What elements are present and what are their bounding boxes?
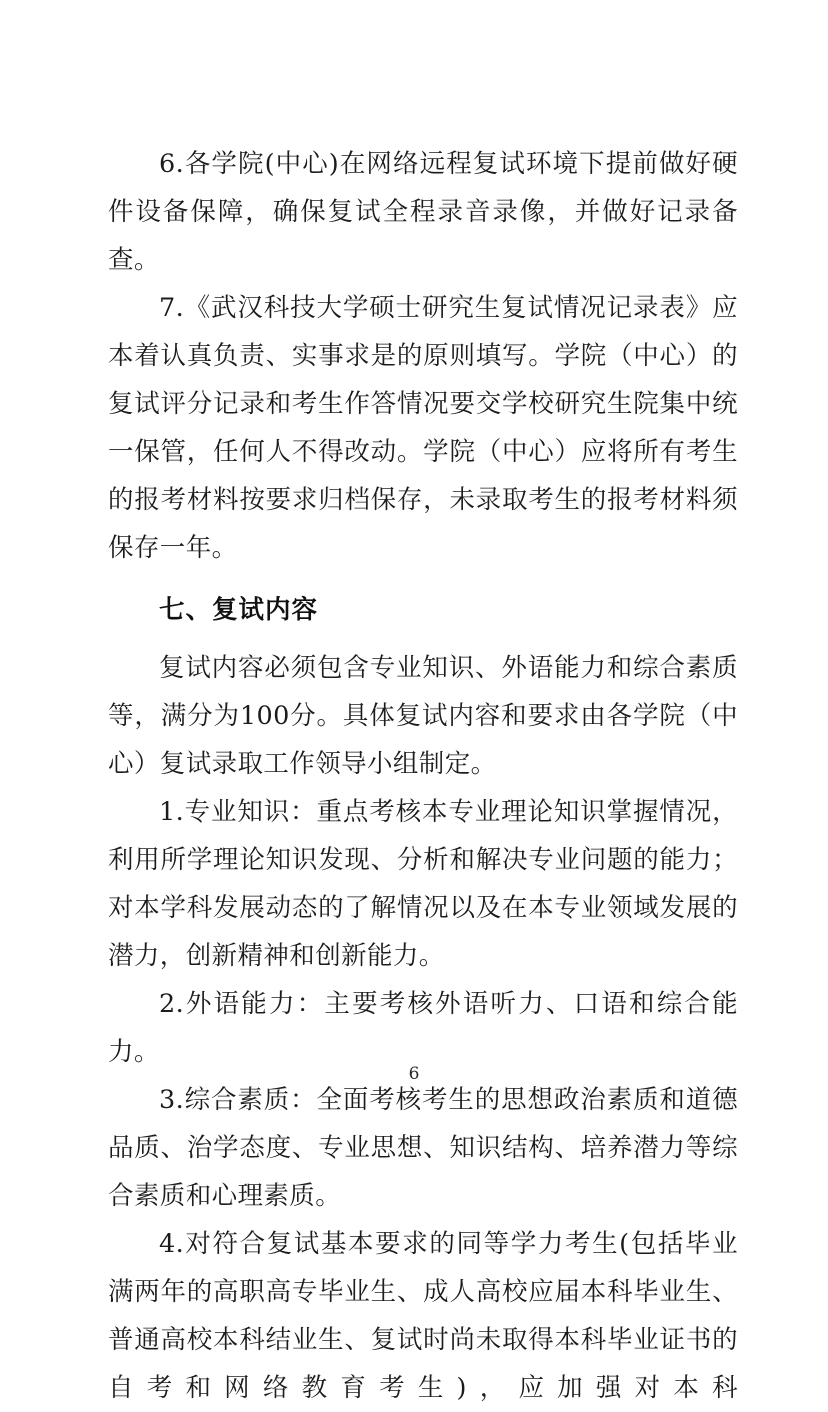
paragraph-item-3: 3.综合素质：全面考核考生的思想政治素质和道德品质、治学态度、专业思想、知识结构、培养潜力等综合素质和心理素质。 (108, 1085, 738, 1211)
paragraph-item-6: 6.各学院(中心)在网络远程复试环境下提前做好硬件设备保障，确保复试全程录音录像，并做好记录备查。 (108, 149, 738, 275)
paragraph-item-1: 1.专业知识：重点考核本专业理论知识掌握情况，利用所学理论知识发现、分析和解决专业问题的能力；对本学科发展动态的了解情况以及在本专业领域发展的潜力，创新精神和创新能力。 (108, 797, 738, 971)
paragraph-item-2: 2.外语能力：主要考核外语听力、口语和综合能力。 (108, 989, 738, 1067)
section-heading: 七、复试内容 (159, 595, 319, 625)
paragraph-section-intro: 复试内容必须包含专业知识、外语能力和综合素质等，满分为100分。具体复试内容和要求由各学院（中心）复试录取工作领导小组制定。 (108, 653, 738, 779)
page-content (108, 140, 738, 1412)
page-number: 6 (408, 1064, 420, 1084)
paragraph-item-7: 7.《武汉科技大学硕士研究生复试情况记录表》应本着认真负责、实事求是的原则填写。学院（中心）的复试评分记录和考生作答情况要交学校研究生院集中统一保管，任何人不得改动。学院（中心）应将所有考生的报考材料按要求归档保存，未录取考生的报考材料须保存一年。 (108, 293, 738, 563)
paragraph-item-4: 4.对符合复试基本要求的同等学力考生(包括毕业满两年的高职高专毕业生、成人高校应届本科毕业生、普通高校本科结业生、复试时尚未取得本科毕业证书的自考和网络教育考生)，应加强对本科 (108, 1229, 738, 1403)
